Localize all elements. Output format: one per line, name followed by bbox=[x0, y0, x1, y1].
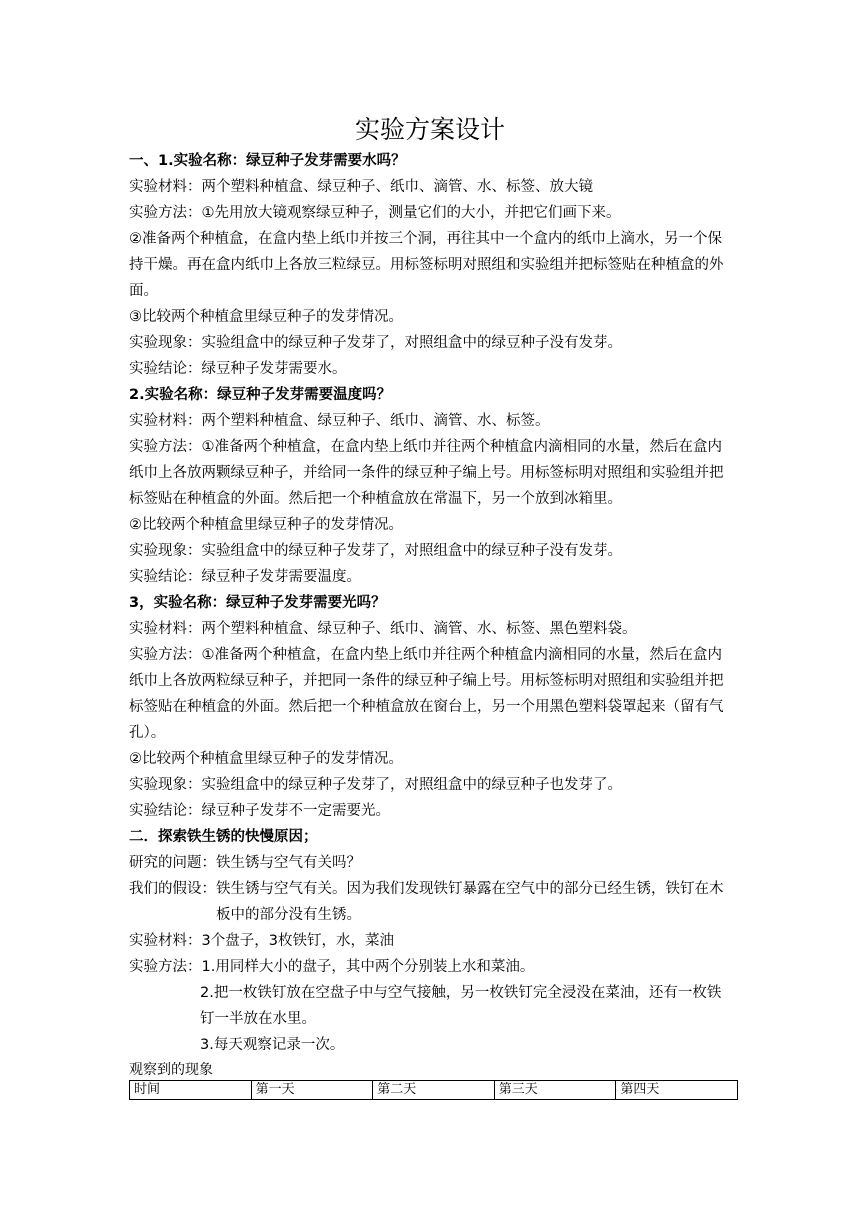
section3-heading: 3，实验名称：绿豆种子发芽需要光吗？ bbox=[129, 595, 386, 611]
method-step2: 2.把一枚铁钉放在空盘子中与空气接触，另一枚铁钉完全浸没在菜油，还有一枚铁钉一半放在水里。 bbox=[200, 985, 722, 1027]
hypothesis-label: 我们的假设： bbox=[129, 881, 216, 897]
section2-heading: 2.实验名称：绿豆种子发芽需要温度吗？ bbox=[129, 387, 392, 403]
page-title: 实验方案设计 bbox=[354, 115, 505, 144]
table-header-cell: 第三天 bbox=[494, 1081, 616, 1100]
table-header-row bbox=[130, 1081, 738, 1100]
observation-table bbox=[129, 1080, 738, 1100]
hypothesis-block bbox=[129, 876, 729, 928]
section1-method-step2: ②准备两个种植盒，在盒内垫上纸巾并按三个洞，再往其中一个盒内的纸巾上滴水，另一个保持干燥。再在盒内纸巾上各放三粒绿豆。用标签标明对照组和实验组并把标签贴在种植盒的外面。 bbox=[129, 231, 724, 299]
method-step3: 3.每天观察记录一次。 bbox=[200, 1037, 345, 1053]
part2-heading: 二．探索铁生锈的快慢原因； bbox=[129, 829, 318, 845]
method-block bbox=[129, 954, 729, 980]
section3-conclusion: 实验结论：绿豆种子发芽不一定需要光。 bbox=[129, 803, 390, 819]
table-header-cell: 时间 bbox=[130, 1081, 252, 1100]
section3-materials: 实验材料：两个塑料种植盒、绿豆种子、纸巾、滴管、水、标签、黑色塑料袋。 bbox=[129, 621, 637, 637]
section1-conclusion: 实验结论：绿豆种子发芽需要水。 bbox=[129, 361, 347, 377]
section1-method-step1: 实验方法：①先用放大镜观察绿豆种子，测量它们的大小，并把它们画下来。 bbox=[129, 205, 621, 221]
table-header-cell: 第一天 bbox=[251, 1081, 373, 1100]
section1-heading: 一、1.实验名称：绿豆种子发芽需要水吗？ bbox=[129, 153, 406, 169]
method-label: 实验方法： bbox=[129, 959, 202, 975]
section1-method-step3: ③比较两个种植盒里绿豆种子的发芽情况。 bbox=[129, 309, 403, 325]
hypothesis-text: 铁生锈与空气有关。因为我们发现铁钉暴露在空气中的部分已经生锈，铁钉在木板中的部分没有生锈。 bbox=[216, 881, 724, 923]
section1-phenomenon: 实验现象：实验组盒中的绿豆种子发芽了，对照组盒中的绿豆种子没有发芽。 bbox=[129, 335, 622, 351]
section2-phenomenon: 实验现象：实验组盒中的绿豆种子发芽了，对照组盒中的绿豆种子没有发芽。 bbox=[129, 543, 622, 559]
section2-materials: 实验材料：两个塑料种植盒、绿豆种子、纸巾、滴管、水、标签。 bbox=[129, 413, 550, 429]
section2-method-step2: ②比较两个种植盒里绿豆种子的发芽情况。 bbox=[129, 517, 403, 533]
table-header-cell: 第四天 bbox=[616, 1081, 738, 1100]
section3-method-step2: ②比较两个种植盒里绿豆种子的发芽情况。 bbox=[129, 751, 403, 767]
section2-conclusion: 实验结论：绿豆种子发芽需要温度。 bbox=[129, 569, 361, 585]
research-question: 研究的问题：铁生锈与空气有关吗？ bbox=[129, 855, 361, 871]
section1-materials: 实验材料：两个塑料种植盒、绿豆种子、纸巾、滴管、水、标签、放大镜 bbox=[129, 179, 593, 195]
section3-phenomenon: 实验现象：实验组盒中的绿豆种子发芽了，对照组盒中的绿豆种子也发芽了。 bbox=[129, 777, 622, 793]
document-body bbox=[129, 148, 729, 1100]
section2-method-step1: 实验方法：①准备两个种植盒，在盒内垫上纸巾并往两个种植盒内滴相同的水量，然后在盒内纸巾上各放两颗绿豆种子，并给同一条件的绿豆种子编上号。用标签标明对照组和实验组并把标签贴在种植盒的外面。然后把一个种植盒放在常温下，另一个放到冰箱里。 bbox=[129, 439, 724, 507]
observed-phenomena-label: 观察到的现象 bbox=[129, 1062, 213, 1078]
part2-materials: 实验材料：3个盘子，3枚铁钉，水，菜油 bbox=[129, 933, 394, 949]
section3-method-step1: 实验方法：①准备两个种植盒，在盒内垫上纸巾并往两个种植盒内滴相同的水量，然后在盒内纸巾上各放两粒绿豆种子，并把同一条件的绿豆种子编上号。用标签标明对照组和实验组并把标签贴在种植盒的外面。然后把一个种植盒放在窗台上，另一个用黑色塑料袋罩起来（留有气孔）。 bbox=[129, 647, 724, 741]
method-step1: 1.用同样大小的盘子，其中两个分别装上水和菜油。 bbox=[201, 959, 535, 975]
table-header-cell: 第二天 bbox=[373, 1081, 495, 1100]
